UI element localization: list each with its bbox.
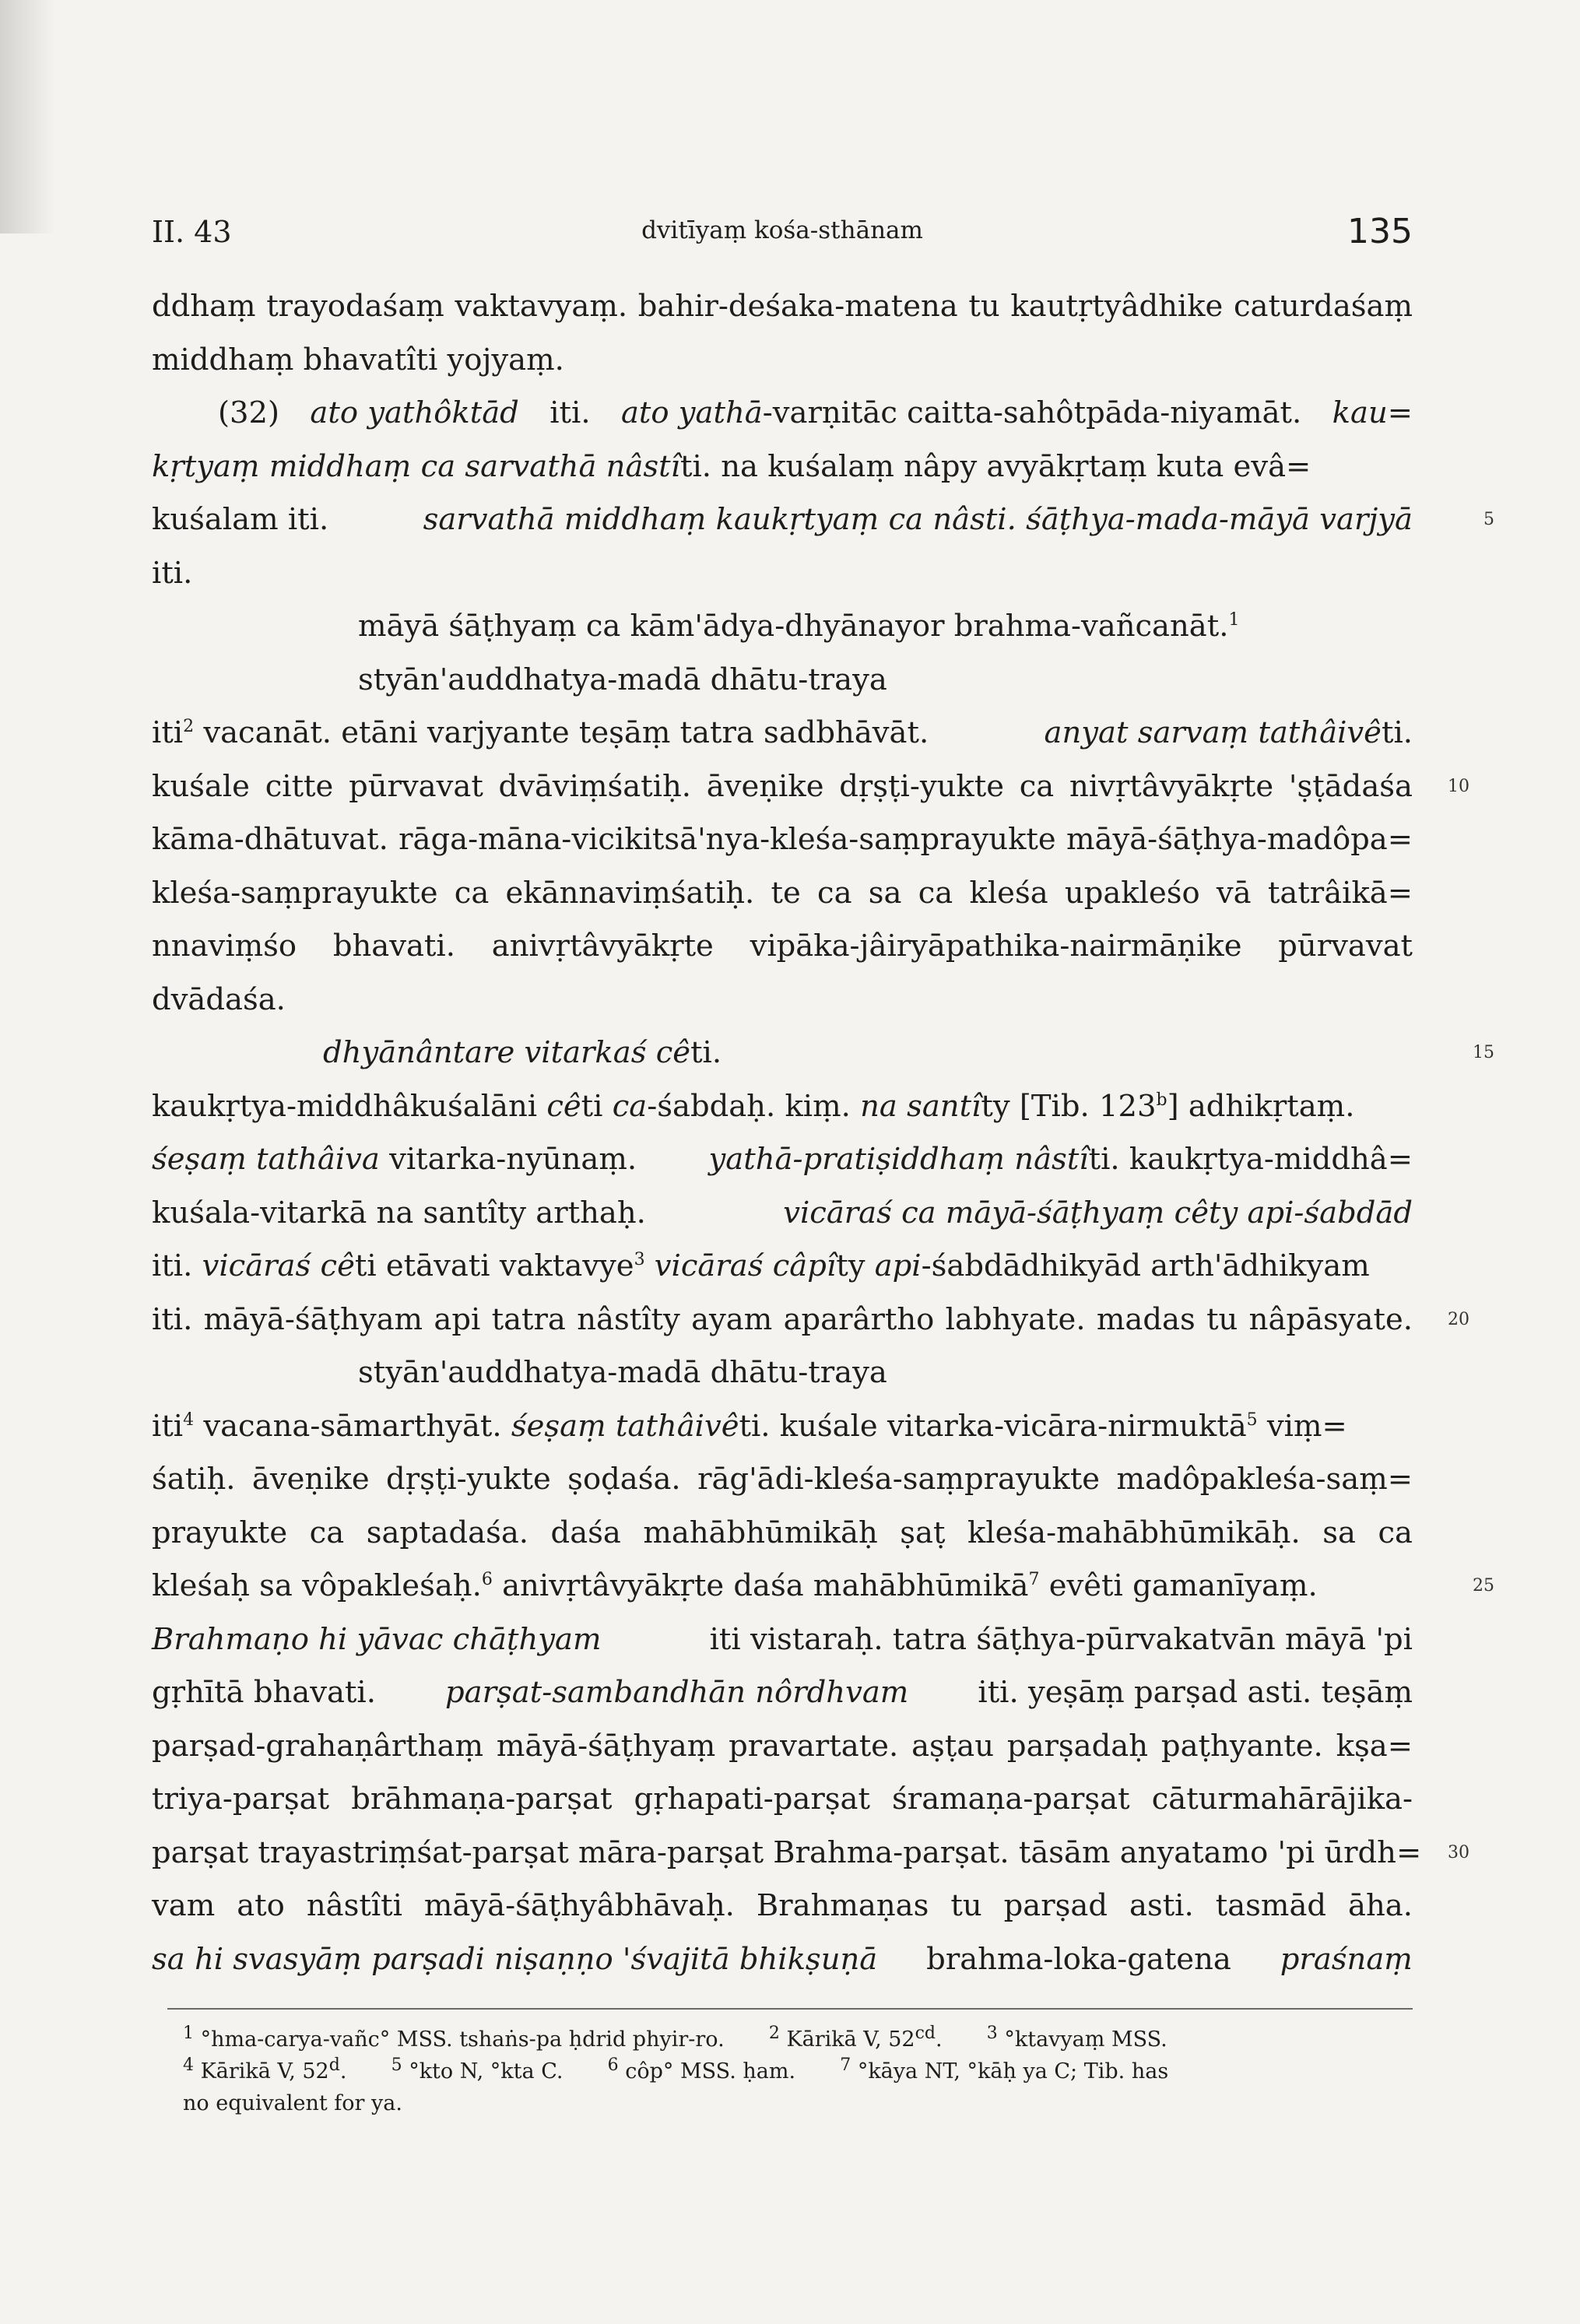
verse-line: māyā śāṭhyaṃ ca kām'ādya-dhyānayor brahma-vañcanāt.$^1$ xyxy=(358,609,1240,644)
text-line: kuśala-vitarkā na santîty arthaḥ. vicāraś ca māyā-śāṭhyaṃ cêty api-śabdād xyxy=(152,1195,1413,1230)
text-line: Brahmaṇo hi yāvac chāṭhyam iti vistaraḥ. tatra śāṭhya-pūrvakatvān māyā 'pi xyxy=(152,1621,1413,1657)
text-line: kleśaḥ sa vôpakleśaḥ.$^6$ anivṛtâvyākṛte daśa mahābhūmikā$^7$ evêti gamanīyaṃ. 25 xyxy=(152,1560,1413,1613)
text-line: (32) ato yathôktād iti. ato yathā-varṇitāc caitta-sahôtpāda-niyamāt. kau= xyxy=(218,395,1413,430)
text-line: iti$^4$ vacana-sāmarthyāt. śeṣaṃ tathâivêti. kuśale vitarka-vicāra-nirmuktā$^5$ viṃ= xyxy=(152,1408,1347,1444)
text-line: middhaṃ bhavatîti yojyaṃ. xyxy=(152,342,564,377)
line-number: 20 xyxy=(1448,1309,1469,1329)
line-number: 5 xyxy=(1483,510,1494,529)
text-line: iti. māyā-śāṭhyam api tatra nâstîty ayam aparârtho labhyate. madas tu nâpāsyate. 20 xyxy=(152,1294,1413,1347)
text-line: triya-parṣat brāhmaṇa-parṣat gṛhapati-parṣat śramaṇa-parṣat cāturmahārājika- xyxy=(152,1782,1413,1817)
text-line: kṛtyaṃ middhaṃ ca sarvathā nâstîti. na kuśalaṃ nâpy avyākṛtaṃ kuta evâ= xyxy=(152,448,1311,484)
verse-line: dhyānântare vitarkaś cêti. 15 xyxy=(152,1027,1413,1080)
text-line: sa hi svasyāṃ parṣadi niṣaṇṇo 'śvajitā bhikṣuṇā brahma-loka-gatena praśnaṃ xyxy=(152,1941,1413,1977)
line-number: 10 xyxy=(1448,776,1469,796)
text-line: iti$^2$ vacanāt. etāni varjyante teṣāṃ tatra sadbhāvāt. anyat sarvaṃ tathâivêti. xyxy=(152,715,1413,750)
main-text xyxy=(152,280,1494,1986)
text-line: iti. vicāraś cêti etāvati vaktavye$^3$ vicāraś câpîty api-śabdādhikyād arth'ādhikyam xyxy=(152,1248,1370,1283)
line-number: 15 xyxy=(1473,1043,1494,1062)
running-title: dvitīyaṃ kośa-sthānam xyxy=(641,216,923,244)
footnote-line: no equivalent for ya. xyxy=(183,2091,402,2115)
text-line: parṣat trayastriṃśat-parṣat māra-parṣat Brahma-parṣat. tāsām anyatamo 'pi ūrdh= 30 xyxy=(152,1827,1413,1880)
text-line: kuśalam iti. sarvathā middhaṃ kaukṛtyaṃ ca nâsti. śāṭhya-mada-māyā varjyā 5 xyxy=(152,493,1413,547)
text-line: iti. xyxy=(152,555,193,591)
text-line: dvādaśa. xyxy=(152,981,286,1017)
footnotes xyxy=(183,2024,1413,2119)
footnote-line: $^4$ Kārikā V, 52$^d$. $^5$ °kto N, °kta C. $^6$ côp° MSS. ḥam. $^7$ °kāya NT, °kāḥ ya C; Tib. has xyxy=(183,2055,1169,2084)
footnote-rule xyxy=(167,2008,1413,2010)
section-reference: II. 43 xyxy=(152,215,232,249)
text-line: parṣad-grahaṇârthaṃ māyā-śāṭhyaṃ pravartate. aṣṭau parṣadaḥ paṭhyante. kṣa= xyxy=(152,1728,1413,1764)
page-number: 135 xyxy=(1347,212,1413,251)
text-line: śatiḥ. āveṇike dṛṣṭi-yukte ṣoḍaśa. rāg'ādi-kleśa-saṃprayukte madôpakleśa-saṃ= xyxy=(152,1462,1413,1497)
running-header xyxy=(152,209,1413,255)
text-line: nnaviṃśo bhavati. anivṛtâvyākṛte vipāka-jâiryāpathika-nairmāṇike pūrvavat xyxy=(152,929,1413,964)
footnote-line: $^1$ °hma-carya-vañc° MSS. tshaṅs-pa ḥdrid phyir-ro. $^2$ Kārikā V, $52^{cd}$. $^3$ °ktavyaṃ MSS. xyxy=(183,2024,1167,2052)
text-line: kuśale citte pūrvavat dvāviṃśatiḥ. āveṇike dṛṣṭi-yukte ca nivṛtâvyākṛte 'ṣṭādaśa 10 xyxy=(152,760,1413,814)
text-line: vam ato nâstîti māyā-śāṭhyâbhāvaḥ. Brahmaṇas tu parṣad asti. tasmād āha. xyxy=(152,1888,1413,1923)
text-line: śeṣaṃ tathâiva vitarka-nyūnaṃ. yathā-pratiṣiddhaṃ nâstîti. kaukṛtya-middhâ= xyxy=(152,1142,1413,1177)
line-number: 25 xyxy=(1473,1576,1494,1596)
text-line: kleśa-saṃprayukte ca ekānnaviṃśatiḥ. te ca sa ca kleśa upakleśo vā tatrâikā= xyxy=(152,875,1413,911)
verse-line: styān'auddhatya-madā dhātu-traya xyxy=(358,662,887,697)
text-line: gṛhītā bhavati. parṣat-sambandhān nôrdhvam iti. yeṣāṃ parṣad asti. teṣāṃ xyxy=(152,1675,1413,1710)
line-number: 30 xyxy=(1448,1842,1469,1862)
text-line: prayukte ca saptadaśa. daśa mahābhūmikāḥ ṣaṭ kleśa-mahābhūmikāḥ. sa ca xyxy=(152,1515,1413,1550)
text-line: ddhaṃ trayodaśaṃ vaktavyaṃ. bahir-deśaka-matena tu kautṛtyâdhike caturdaśaṃ xyxy=(152,289,1413,324)
verse-line: styān'auddhatya-madā dhātu-traya xyxy=(358,1355,887,1390)
text-line: kāma-dhātuvat. rāga-māna-vicikitsā'nya-kleśa-saṃprayukte māyā-śāṭhya-madôpa= xyxy=(152,822,1413,857)
text-line: kaukṛtya-middhâkuśalāni cêti ca-śabdaḥ. kiṃ. na santîty [Tib. 123$^b$] adhikṛtaṃ. xyxy=(152,1088,1355,1124)
